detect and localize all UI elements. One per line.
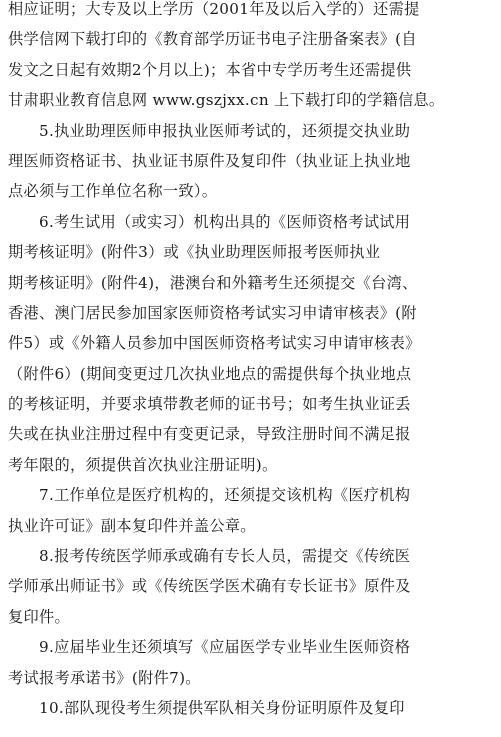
text-line: 学师承出师证书》或《传统医学医术确有专长证书》原件及 bbox=[8, 577, 411, 596]
text-line: 6.考生试用（或实习）机构出具的《医师资格考试试用 bbox=[8, 212, 411, 231]
text-line: 7.工作单位是医疗机构的，还须提交该机构《医疗机构 bbox=[8, 486, 411, 505]
text-line: 复印件。 bbox=[8, 607, 70, 626]
text-line: 考年限的，须提供首次执业注册证明)。 bbox=[8, 455, 278, 474]
text-line: 9.应届毕业生还须填写《应届医学专业毕业生医师资格 bbox=[8, 638, 411, 657]
text-line: （附件6）(期间变更过几次执业地点的需提供每个执业地点 bbox=[8, 364, 412, 383]
text-line: 8.报考传统医学师承或确有专长人员，需提交《传统医 bbox=[8, 547, 411, 566]
text-line: 甘肃职业教育信息网 www.gszjxx.cn 上下载打印的学籍信息。 bbox=[8, 91, 445, 110]
text-line: 失或在执业注册过程中有变更记录，导致注册时间不满足报 bbox=[8, 425, 411, 444]
text-line: 相应证明；大专及以上学历（2001年及以后入学的）还需提 bbox=[8, 0, 420, 18]
text-line: 香港、澳门居民参加国家医师资格考试实习申请审核表》(附 bbox=[8, 303, 417, 322]
text-line: 理医师资格证书、执业证书原件及复印件（执业证上执业地 bbox=[8, 151, 411, 170]
text-line: 期考核证明》(附件3）或《执业助理医师报考医师执业 bbox=[8, 243, 381, 262]
text-line: 点必须与工作单位名称一致）。 bbox=[8, 182, 218, 201]
document-body bbox=[8, 0, 491, 723]
text-line: 执业许可证》副本复印件并盖公章。 bbox=[8, 516, 256, 535]
text-line: 发文之日起有效期2个月以上)；本省中专学历考生还需提供 bbox=[8, 60, 412, 79]
text-line: 的考核证明，并要求填带教老师的证书号；如考生执业证丢 bbox=[8, 395, 411, 414]
text-line: 考试报考承诺书》(附件7)。 bbox=[8, 668, 201, 687]
text-line: 5.执业助理医师申报执业医师考试的，还须提交执业助 bbox=[8, 121, 411, 140]
text-line: 期考核证明》(附件4)，港澳台和外籍考生还须提交《台湾、 bbox=[8, 273, 418, 292]
text-line: 10.部队现役考生须提供军队相关身份证明原件及复印 bbox=[8, 698, 405, 717]
text-line: 供学信网下载打印的《教育部学历证书电子注册备案表》(自 bbox=[8, 30, 417, 49]
text-line: 件5）或《外籍人员参加中国医师资格考试实习申请审核表》 bbox=[8, 334, 421, 353]
